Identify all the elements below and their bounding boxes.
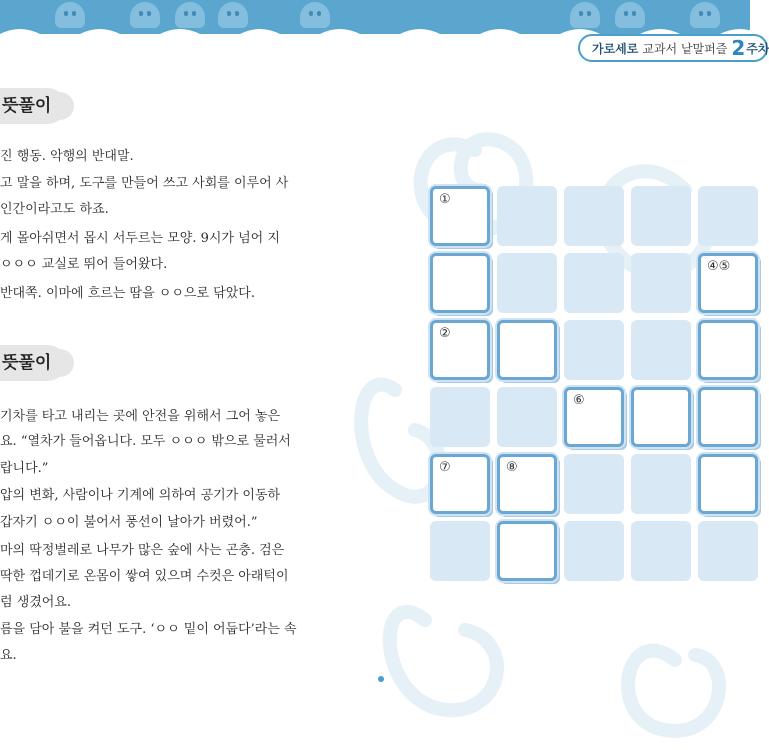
crossword-blank-cell — [430, 521, 490, 581]
crossword-blank-cell — [631, 186, 691, 246]
crossword-cell[interactable] — [430, 253, 490, 313]
crossword-cell[interactable] — [698, 320, 758, 380]
clue-line: 인간이라고도 하죠. — [0, 202, 109, 217]
week-number: 2 — [731, 36, 746, 60]
crossword-blank-cell — [631, 253, 691, 313]
crossword-blank-cell — [564, 454, 624, 514]
clue-number: ⑦ — [439, 460, 451, 475]
clue-line: 름을 담아 불을 켜던 도구. ‘ㅇㅇ 밑이 어둡다’라는 속 — [0, 622, 297, 637]
crossword-blank-cell — [698, 521, 758, 581]
crossword-cell[interactable] — [430, 186, 490, 246]
clue-line: 진 행동. 악행의 반대말. — [0, 149, 134, 164]
series-name: 가로세로 — [592, 41, 639, 56]
clue-number: ② — [439, 326, 451, 341]
crossword-cell[interactable] — [698, 253, 758, 313]
page-dot — [378, 676, 384, 682]
crossword-cell[interactable] — [430, 454, 490, 514]
crossword-blank-cell — [497, 253, 557, 313]
crossword-cell[interactable] — [698, 387, 758, 447]
crossword-blank-cell — [564, 253, 624, 313]
clue-line: 게 몰아쉬면서 몹시 서두르는 모양. 9시가 넘어 지 — [0, 231, 280, 246]
crossword-blank-cell — [698, 186, 758, 246]
crossword-blank-cell — [631, 521, 691, 581]
clue-line: 요. — [0, 648, 17, 663]
crossword-blank-cell — [564, 320, 624, 380]
crossword-blank-cell — [564, 521, 624, 581]
section-title: 뜻풀이 — [0, 88, 66, 124]
top-banner — [0, 0, 750, 34]
clue-number: ① — [439, 192, 451, 207]
section-title: 뜻풀이 — [0, 345, 66, 381]
series-subtitle: 교과서 낱말퍼즐 — [642, 41, 728, 56]
clue-number: ⑥ — [573, 393, 585, 408]
crossword-blank-cell — [631, 320, 691, 380]
crossword-cell[interactable] — [497, 454, 557, 514]
clue-number: ④⑤ — [707, 259, 731, 274]
clue-line: 요. “열차가 들어옵니다. 모두 ㅇㅇㅇ 밖으로 물러서 — [0, 434, 291, 449]
clue-line: 갑자기 ㅇㅇ이 불어서 풍선이 날아가 버렸어.” — [0, 515, 258, 530]
clue-line: 압의 변화, 사람이나 기계에 의하여 공기가 이동하 — [0, 488, 281, 503]
crossword-blank-cell — [564, 186, 624, 246]
crossword-blank-cell — [497, 387, 557, 447]
crossword-cell[interactable] — [631, 387, 691, 447]
crossword-cell[interactable] — [698, 454, 758, 514]
clue-line: 반대쪽. 이마에 흐르는 땀을 ㅇㅇ으로 닦았다. — [0, 286, 255, 301]
crossword-blank-cell — [631, 454, 691, 514]
clue-line: ㅇㅇㅇ 교실로 뛰어 들어왔다. — [0, 257, 168, 272]
crossword-grid — [430, 186, 760, 586]
week-label: 주차 — [746, 41, 769, 56]
clue-line: 랍니다.” — [0, 461, 49, 476]
crossword-cell[interactable] — [564, 387, 624, 447]
header-title — [578, 34, 768, 62]
crossword-blank-cell — [430, 387, 490, 447]
clue-line: 고 말을 하며, 도구를 만들어 쓰고 사회를 이루어 사 — [0, 176, 289, 191]
clue-line: 럼 생겼어요. — [0, 595, 72, 610]
crossword-blank-cell — [497, 186, 557, 246]
crossword-cell[interactable] — [430, 320, 490, 380]
clue-line: 딱한 껍데기로 온몸이 쌓여 있으며 수컷은 아래턱이 — [0, 569, 289, 584]
crossword-cell[interactable] — [497, 320, 557, 380]
clue-line: 기차를 타고 내리는 곳에 안전을 위해서 그어 놓은 — [0, 409, 281, 424]
clue-number: ⑧ — [506, 460, 518, 475]
crossword-cell[interactable] — [497, 521, 557, 581]
clue-line: 마의 딱정벌레로 나무가 많은 숲에 사는 곤충. 검은 — [0, 543, 285, 558]
